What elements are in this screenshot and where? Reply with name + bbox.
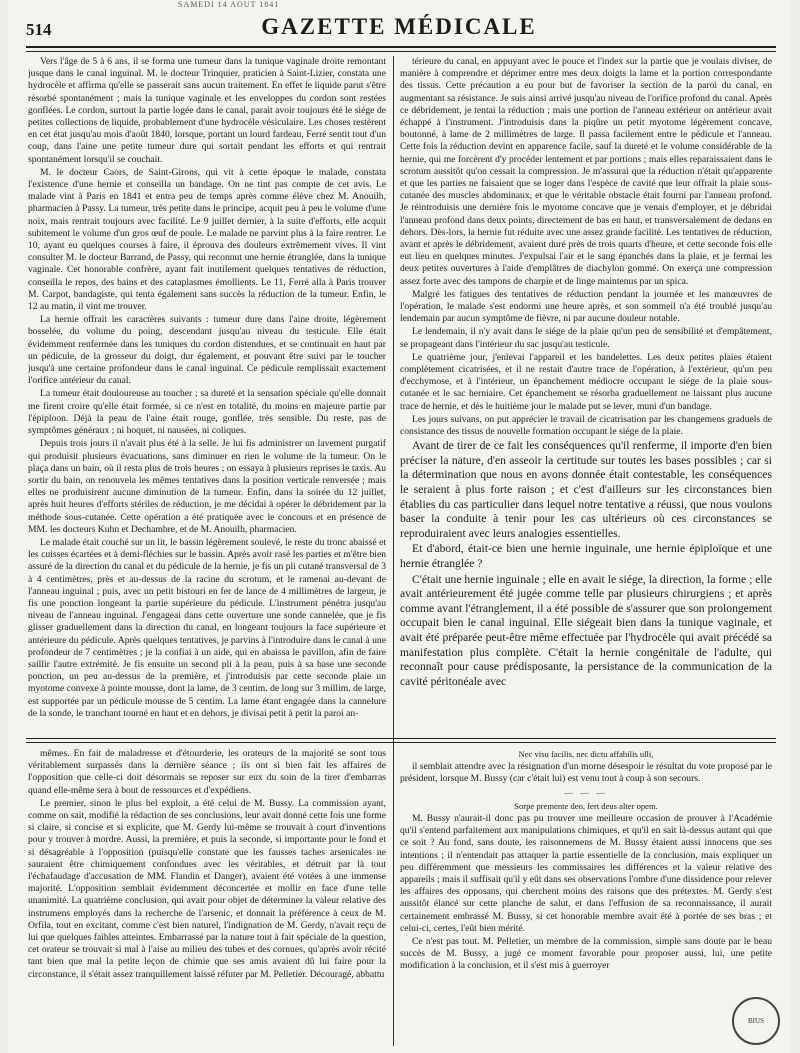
feuilleton-column-2 [400, 748, 772, 1048]
page-number: 514 [26, 20, 52, 39]
header-rule [26, 46, 776, 52]
top-strip: SAMEDI 14 AOUT 1841 [178, 0, 280, 9]
paragraph: La tumeur était douloureuse au toucher ; sa dureté et la sensation spéciale qu'elle donnait me firent croire qu'elle était formée, si ce n'est en totalité, du moins en majeure partie par l'épiploon. Déjà la peau de l'aine était rouge, gonflée, très sensible. Du reste, pas de symptômes généraux ; ni hoquet, ni nausées, ni coliques. [28, 388, 386, 437]
epigraph: Sorpe premente deo, fert deus alter opem. [514, 800, 658, 811]
newspaper-page [8, 0, 790, 1053]
paragraph: il semblait attendre avec la résignation d'un morne désespoir le résultat du vote proposé par le président, lorsque M. Bussy (car c'était lui) est venu tout à coup à son secours. [400, 761, 772, 785]
paragraph: M. Bussy n'aurait-il donc pas pu trouver une meilleure occasion de prouver à l'Académie qu'il s'entend parfaitement aux manipulations chimiques, et qu'il en sait là-dessus autant qui que ce soit ? Au fond, sans doute, les raisonnemens de M. Bussy étaient aussi innocens que ses intentions ; il n'entendait pas attaquer la partie essentielle de la conclusion, mais expliquer un peu différemment que messieurs les commissaires les différences et la valeur relative des appareils ; mais il suffisait qu'il y eût dans ses observations l'ombre d'une dissidence pour relever les affaires des opposans, qui cherchent moins des raisons que des prétextes. M. Gerdy s'est aussitôt élancé sur cette planche de salut, et dans l'effusion de sa reconnaissance, il aurait certainement embrassé M. Bussy, si cet honorable membre avait été à portée de ses bras ; et celui-ci, certes, l'eût bien mérité. [400, 813, 772, 934]
paragraph-large: Et d'abord, était-ce bien une hernie inguinale, une hernie épiploïque et une hernie étranglée ? [400, 542, 772, 571]
paragraph: Le malade était couché sur un lit, le bassin légèrement soulevé, le reste du tronc abaissé et les cuisses écartées et à demi-fléchies sur le bassin. Après avoir rasé les parties et m'être bien assuré de la direction du canal et du pédicule de la hernie, je fis un pli cutané transversal de 3 à 4 centimètres, près et au-dessus de la racine du scrotum, et le ramenai au-devant de l'anneau inguinal ; puis, avec un petit bistouri en fer de lance de 4 millimètres de largeur, je fis une ponction longeant la partie supérieure du pédicule. L'instrument pénétra jusqu'au niveau de l'anneau inguinal. J'engageai dans cette ouverture une sonde cannelée, que je fis glisser graduellement dans la direction du canal, en longeant toujours la face supérieure et antérieure du pédicule. Après quelques tentatives, je parvins à l'introduire dans le canal à une profondeur de 7 centimètres ; je la confiai à un aide, qui en abaissa le pavillon, afin de faire saillir l'autre extrémité. Je fis ensuite un second pli à la peau, puis à sa base une seconde ponction, un peu au-dessus de la première, et j'introduisis par cette seconde plaie un myotome convexe à pointe mousse, dont la lame, de 3 centim. de long sur 3 millim. de large, est supportée par un pédicule mousse de 5 centim. La lame étant engagée dans la cannelure de la sonde, le tranchant tourné en haut et en dehors, je divisai petit à petit la paroi an- [28, 536, 386, 719]
paragraph: Vers l'âge de 5 à 6 ans, il se forma une tumeur dans la tunique vaginale droite remontant jusque dans le canal inguinal. M. le docteur Trinquier, praticien à Saint-Lizier, constata une hydrocèle et affirma qu'elle se passerait sans aucun traitement. En effet le liquide parut s'être résorbé spontanément ; mais la tunique vaginale et les enveloppes du cordon sont restées gonflées. Le cordon, surtout la partie logée dans le canal, parait avoir toujours été le siége de petites collections de liquide, probablement d'une hydrocèle vésiculaire. Les choses restèrent en cet état jusqu'au mois d'août 1840, lorsque, portant un lourd fardeau, Ferré sentit tout d'un coup, dans l'aine une petite tumeur dure qui sortait pendant les efforts et qui rentrait spontanément lorsqu'il se couchait. [28, 56, 386, 165]
paragraph: térieure du canal, en appuyant avec le pouce et l'index sur la partie que je voulais diviser, de manière à comprendre et déprimer entre mes deux doigts la lame et la portion correspondante des tissus. Cette précaution a eu pour but de favoriser la section de la paroi du canal, en augmentant sa résistance. Je suis ainsi arrivé jusqu'au niveau de l'orifice profond du canal. Après ce débridement, je tentai la réduction ; mais une portion de l'anneau extérieur on antérieur avait échappé à l'instrument. J'introduisis dans la piqûre un petit myotome légèrement concave, boutonné, à lame de 2 millimètres de large. Il passa facilement entre le pédicule et l'anneau. Cette fois la réduction devint en apparence facile, sauf la dureté et le volume considérable de la hernie, qui me forcèrent d'y procéder lentement et par portions ; mais elles reparaissaient dans le scrotum aussitôt qu'on cessait la compression. Je m'assurai que la réduction n'était qu'apparente et que les parties ne faisaient que se loger dans l'espèce de cavité que leur offrait la plaie sous-cutanée des muscles abdominaux, et que le véritable obstacle était fourni par l'anneau profond. Je réintroduisis une dernière fois le myotome concave que je venais d'employer, et je débridai l'anneau profond dans deux points, directement de bas en haut, et transversalement de dedans en dehors. Dès-lors, la hernie fut réduite avec une assez grande facilité. Les tentatives de réduction, avant et après le débridement, avaient duré près de trois quarts d'heure, et cette seconde fois elle eut lieu en quelques minutes. J'expulsai l'air et le sang épanchés dans la plaie, et je fermai les deux petites ouvertures à l'aide d'emplâtres de diachylon gommé. On exerça une compression assez forte avec des tampons de charpie et de linge maintenus par un spica. [400, 56, 772, 287]
column-divider [393, 56, 394, 1046]
library-stamp: BIUS [732, 997, 780, 1045]
paragraph-large: C'était une hernie inguinale ; elle en avait le siége, la direction, la forme ; elle avait antérieurement été jugée comme telle par plusieurs chirurgiens ; et après comme avant l'étranglement, il a été possible de s'assurer que son prolongement occupait bien le canal inguinal. Elle siégeait bien dans la tunique vaginale, et avait été préparée peut-être même effectuée par l'hydrocèle qui avait précédé sa manifestation plus complète. C'était la hernie congénitale de l'adulte, qui reconnaît pour cause prédisposante, la persistance de la communication de la cavité péritonéale avec [400, 572, 772, 688]
paragraph: Le premier, sinon le plus bel exploit, a été celui de M. Bussy. La commission ayant, comme on sait, modifié la rédaction de ses conclusions, leur avait donné cette fois une forme si claire, si concise et si explicite, que M. Gerdy lui-même se trouvait à court d'inventions pour y trouver à mordre. Aussi, la première, et puis la seconde, si importante pour le fond et si désagréable à l'opposition (puisqu'elle constate que les fausses taches arsenicales ne sauraient être chimiquement confondues avec les véritables, et détruit par là tout l'échafaudage d'accusation de MM. Flandin et Danger), avaient été votées à une immense majorité. L'opposition semblait évidemment déconcertée et mollir en face d'une telle unanimité. La quatrième conclusion, qui avait pour objet de déterminer la valeur relative des instrumens employés dans la recherche de l'arsenic, et donnait la préférence à ceux de M. Orfila, tout en excitant, comme c'est bien naturel, l'indignation de M. Gerdy, n'avait reçu de lui que quelques faibles atteintes. Embarrassé par la nature tout à fait spéciale de la question, cet orateur se trouvait si mal à l'aise au milieu des tubes et des cornues, qu'après avoir récité tant bien que mal la petite leçon de chimie que ses amis avaient dû lui faire pour la circonstance, il s'était assez tranquillement laissé réfuter par M. Pelletier. Découragé, abbattu [28, 797, 386, 980]
epigraph: Nec visu facilis, nec dictu affabilis ulli, [518, 749, 654, 759]
paragraph: La hernie offrait les caractères suivants : tumeur dure dans l'aine droite, légèrement bosselée, du volume du poing, descendant jusqu'au niveau du testicule. Elle était évidemment renfermée dans les tuniques du cordon distendues, et se continuait en haut par un pédicule, de la grosseur du doigt, dur également, et pouvant être suivi par le toucher jusqu'à une certaine profondeur dans le canal inguinal. Ce pédicule remplissait exactement l'orifice antérieur du canal. [28, 314, 386, 387]
divider: — — — [564, 787, 608, 797]
paragraph: Malgré les fatigues des tentatives de réduction pendant la journée et les manœuvres de l'opération, le malade s'est endormi une heure après, et son sommeil n'a été troublé jusqu'au lendemain par aucun symptôme de fièvre, ni par aucune douleur notable. [400, 288, 772, 325]
paragraph: mêmes. En fait de maladresse et d'étourderie, les orateurs de la majorité se sont tous véritablement surpassés dans la dernière séance ; ils ont si bien fait les affaires de l'opposition que celle-ci doit désormais se reposer sur eux du soin de la tirer d'embarras quand elle-même sera à bout de ressources et d'expédiens. [28, 748, 386, 796]
paragraph: Le quatrième jour, j'enlevai l'appareil et les bandelettes. Les deux petites plaies étaient complètement cicatrisées, et il ne restait d'autre trace de l'opération, à l'extérieur, qu'un peu d'ecchymose, et à l'intérieur, un épanchement médiocre occupant le siége de la plaie sous-cutanée et le sac herniaire. Cet épanchement se résorba graduellement ne laissant plus aucune trace de hernie, et dès le huitième jour le malade put se lever, muni d'un bandage. [400, 351, 772, 412]
masthead-title: GAZETTE MÉDICALE [261, 14, 537, 39]
paragraph-large: Avant de tirer de ce fait les conséquences qu'il renferme, il importe d'en bien préciser la nature, d'en asseoir la certitude sur toutes les bases possibles ; car si la détermination que nous en avons donnée était contestable, les conséquences le seraient à plus forte raison ; et c'est d'ailleurs sur les circonstances bien établies du cas particulier dans lequel notre tentative a réussi, que nous voulons baser la conduite à tenir pour les cas ultérieurs où ces circonstances se reproduiraient avec leurs analogies essentielles. [400, 439, 772, 540]
paragraph: Le lendemain, il n'y avait dans le siége de la plaie qu'un peu de sensibilité et d'empâtement, se propageant dans l'intérieur du sac jusqu'au testicule. [400, 326, 772, 350]
article-column-2 [400, 56, 772, 733]
feuilleton-rule [26, 738, 776, 743]
paragraph: M. le docteur Caors, de Saint-Girons, qui vit à cette époque le malade, constata l'existence d'une hernie et conseilla un bandage. On ne tint pas compte de cet avis. Le malade vint à Paris en 1841 et entra peu de temps après comme élève chez M. Anouilh, pharmacien à Passy. La tumeur, très petite dans le principe, acquit peu à peu le volume d'une noix, mais rentrait toujours avec facilité. Le 9 juillet dernier, à la suite d'efforts, elle acquit subitement le volume d'un gros œuf de poule. Le malade ne parvint plus à la faire rentrer. Le 10, ayant eu quelques courses à faire, il éprouva des douleurs extrêmement vives. Il vint consulter M. le docteur Barrand, de Passy, qui reconnut une hernie étranglée, dans la tunique vaginale. Cet honorable confrère, ayant fait inutilement quelques tentatives de réduction, conseilla le repos, des bains et des cataplasmes émollients. Le 11, Ferré alla à Paris trouver M. Carpot, bandagiste, qui tenta également sans succès la réduction de la tumeur. Enfin, le 12 au matin, il vint me trouver. [28, 166, 386, 313]
paragraph: Ce n'est pas tout. M. Pelletier, un membre de la commission, simple sans doute par le beau succès de M. Bussy, a jugé ce moment favorable pour proposer aussi, lui, une petite modification à la conclusion, et il s'est mis à guerroyer [400, 936, 772, 972]
paragraph: Les jours suivans, on put apprécier le travail de cicatrisation par les changemens graduels de consistance des tissus de nouvelle formation occupant le siége de la plaie. [400, 413, 772, 438]
paragraph: Depuis trois jours il n'avait plus été à la selle. Je lui fis administrer un lavement purgatif qui produisit plusieurs évacuations, sans diminuer en rien le volume de la tumeur. On le plaça dans un bain, où il resta plus de trois heures ; on essaya à plusieurs reprises le taxis. Au sortir du bain, on renouvela les mêmes tentatives dans la position verticale renversée ; mais elles ne produisirent aucune diminution de la tumeur. Enfin, dans la soirée du 12 juillet, après huit heures d'efforts stériles de réduction, je me décidai à opérer le débridement par la méthode sous-cutanée. Cette opération a été pratiquée avec le concours et en présence de MM. les docteurs Kuhn et Dechambre, et de M. Anouilh, pharmacien. [28, 438, 386, 535]
feuilleton-column-1 [28, 748, 386, 1048]
article-column-1 [28, 56, 386, 733]
